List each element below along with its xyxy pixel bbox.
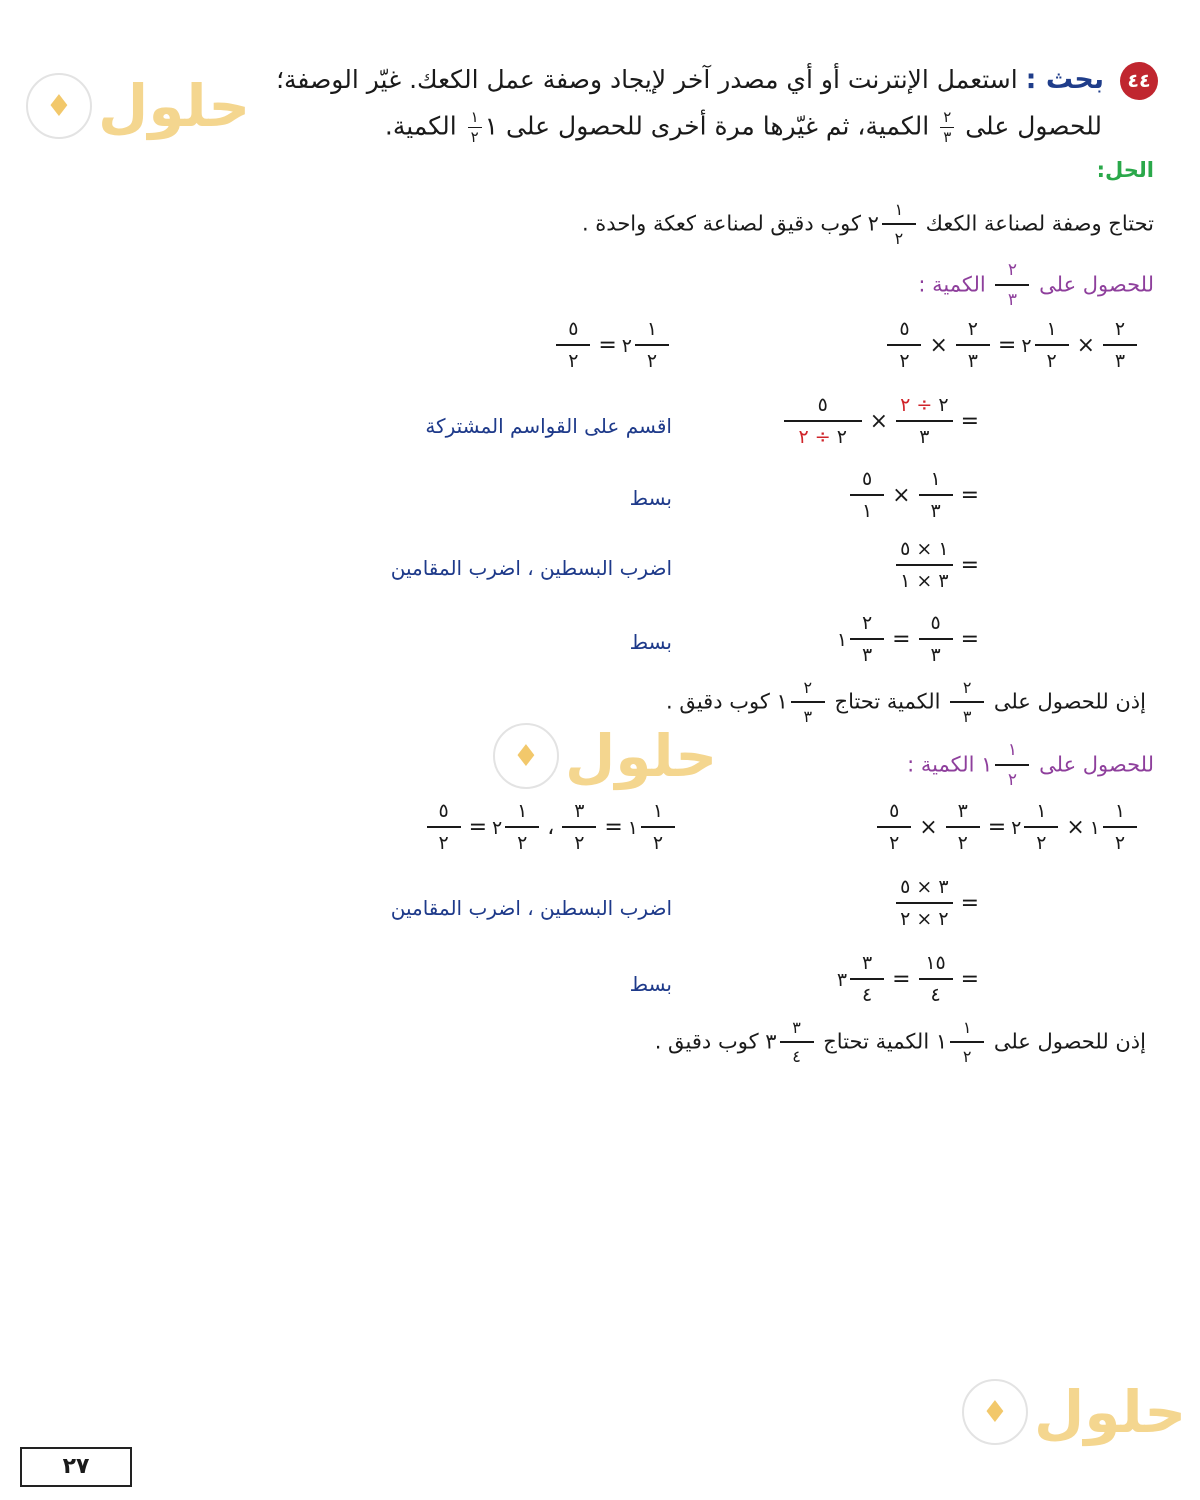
question-line-2: للحصول على $\frac{٢}{٣}$ الكمية، ثم غيّرها مرة أخرى للحصول على ١ $\frac{١}{٢}$ الكمية. <box>384 108 1102 146</box>
part1-conversion: $\frac{١}{٢}$ ٢ = $\frac{٥}{٢}$ <box>553 320 672 371</box>
part1-heading: للحصول على $\frac{٢}{٣}$ الكمية : <box>918 260 1154 310</box>
part1-note-simplify-2: بسط <box>629 630 672 654</box>
part1-equation-2: = $\frac{٢ \div ٢}{٣}$ × $\frac{٥}{٢ \div ٢}$ <box>781 396 984 447</box>
part1-equation-4: = $\frac{١ \times ٥}{٣ \times ١}$ <box>893 540 984 591</box>
part2-note-simplify: بسط <box>629 972 672 996</box>
part2-conversion: $\frac{١}{٢}$ ١ = $\frac{٣}{٢}$ ، $\frac{١}{٢}$ ٢ = $\frac{٥}{٢}$ <box>424 802 678 853</box>
part1-note-simplify-1: بسط <box>629 486 672 510</box>
part2-equation-1: $\frac{١}{٢}$ ١ × $\frac{١}{٢}$ ٢ = $\frac{٣}{٢}$ × $\frac{٥}{٢}$ <box>874 802 1140 853</box>
part1-equation-1: $\frac{٢}{٣}$ × $\frac{١}{٢}$ ٢ = $\frac{٢}{٣}$ × $\frac{٥}{٢}$ <box>884 320 1140 371</box>
book-icon: ♦ <box>493 723 559 789</box>
page-number: ٢٧ <box>20 1447 132 1487</box>
part1-conclusion: إذن للحصول على $\frac{٢}{٣}$ الكمية تحتاج $\frac{٢}{٣}$ ١ كوب دقيق . <box>665 678 1146 726</box>
fraction: $\frac{٢}{٣}$ <box>940 110 954 145</box>
question-text-1: استعمل الإنترنت أو أي مصدر آخر لإيجاد وصفة عمل الكعك. غيّر الوصفة؛ <box>276 65 1018 94</box>
book-icon: ♦ <box>962 1379 1028 1445</box>
part2-heading: للحصول على $\frac{١}{٢}$ ١ الكمية : <box>907 740 1154 790</box>
question-line-1 <box>276 62 1158 100</box>
question-number-badge: ٤٤ <box>1120 62 1158 100</box>
part1-equation-3: = $\frac{١}{٣}$ × $\frac{٥}{١}$ <box>847 470 984 521</box>
intro-sentence: تحتاج وصفة لصناعة الكعك $\frac{١}{٢}$ ٢ كوب دقيق لصناعة كعكة واحدة . <box>581 200 1154 248</box>
watermark-logo-middle: ♦ حلول <box>493 722 717 790</box>
part2-conclusion: إذن للحصول على $\frac{١}{٢}$ ١ الكمية تحتاج $\frac{٣}{٤}$ ٣ كوب دقيق . <box>654 1018 1146 1066</box>
part1-equation-5: = $\frac{٥}{٣}$ = $\frac{٢}{٣}$ ١ <box>836 612 979 666</box>
part1-note-multiply: اضرب البسطين ، اضرب المقامين <box>390 556 672 580</box>
book-icon: ♦ <box>26 73 92 139</box>
watermark-logo-bottom: ♦ حلول <box>962 1378 1186 1446</box>
solution-label: الحل: <box>1096 158 1154 182</box>
part1-note-divide-common: اقسم على القواسم المشتركة <box>425 414 672 438</box>
part2-equation-2: = $\frac{٣ \times ٥}{٢ \times ٢}$ <box>893 878 984 929</box>
fraction: $\frac{١}{٢}$ <box>468 110 482 145</box>
part2-equation-3: = $\frac{١٥}{٤}$ = $\frac{٣}{٤}$ ٣ <box>836 952 979 1006</box>
watermark-logo-top: ♦ حلول <box>26 72 250 140</box>
part2-note-multiply: اضرب البسطين ، اضرب المقامين <box>390 896 672 920</box>
question-title: بحث : <box>1025 64 1105 95</box>
